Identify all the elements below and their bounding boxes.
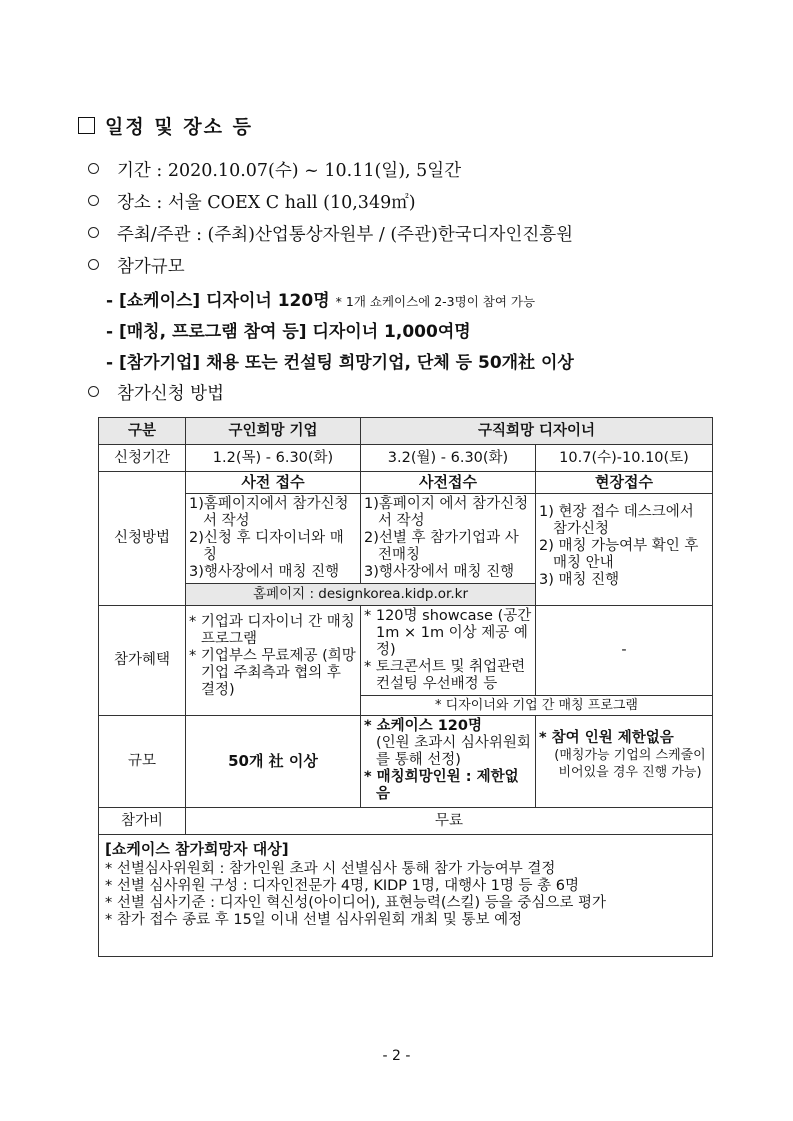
benefit-designer-onsite: - [536,606,713,696]
circle-bullet-icon [88,227,99,238]
row-label-period: 신청기간 [99,445,186,472]
scale-item-matching: - [매칭, 프로그램 참여 등] 디자이너 1,000여명 [106,322,471,342]
list-item-desc: (인원 초과시 심사위원회를 통해 선정) [376,735,531,768]
list-item: 2)신청 후 디자이너와 매칭 [189,530,344,563]
list-item-desc: (매칭가능 기업의 스케줄이 비어있을 경우 진행 가능) [554,748,706,780]
table-row-benefit [99,606,713,696]
list-item: 1)홈페이지에서 참가신청서 작성 [189,496,349,529]
table-row-period [99,445,713,472]
notes-title: [쇼케이스 참가희망자 대상] [105,840,289,858]
benefit-company [186,606,361,716]
row-label-fee: 참가비 [99,808,186,835]
row-label-benefit: 참가혜택 [99,606,186,716]
size-company: 50개 社 이상 [186,716,361,808]
circle-bullet-icon [88,195,99,206]
header-designer: 구직희망 디자이너 [361,418,713,445]
table-header-row [99,418,713,445]
bullet-period: 기간 : 2020.10.07(수) ~ 10.11(일), 5일간 [88,157,461,182]
list-item: * 쇼케이스 120명 [364,718,482,734]
table-row-method [99,472,713,584]
circle-bullet-icon [88,259,99,270]
scale-item-showcase: - [쇼케이스] 디자이너 120명 * 1개 쇼케이스에 2-3명이 참여 가능 [106,291,536,311]
list-item: * 120명 showcase (공간 1m × 1m 이상 제공 예정) [364,608,532,658]
table-row-notes [99,835,713,957]
showcase-notes [99,835,713,957]
header-gubun: 구분 [99,418,186,445]
table-row-fee [99,808,713,835]
method-company-title: 사전 접수 [186,472,360,494]
page-number: - 2 - [382,1048,411,1064]
period-company: 1.2(목) - 6.30(화) [186,445,361,472]
method-pre-title: 사전접수 [361,472,535,494]
size-designer-onsite [536,716,713,808]
list-item: 1)홈페이지 에서 참가신청서 작성 [364,496,529,529]
list-item: 1) 현장 접수 데스크에서 참가신청 [539,504,694,537]
circle-bullet-icon [88,386,99,397]
row-label-size: 규모 [99,716,186,808]
list-item: * 참가 접수 종료 후 15일 이내 선별 심사위원회 개최 및 통보 예정 [105,912,523,928]
bullet-scale: 참가규모 [88,253,185,278]
row-label-method: 신청방법 [99,472,186,606]
method-company [186,472,361,584]
homepage-url: 홈페이지 : designkorea.kidp.or.kr [186,584,536,606]
method-designer-pre [361,472,536,584]
header-company: 구인희망 기업 [186,418,361,445]
bullet-apply: 참가신청 방법 [88,380,224,405]
list-item: * 선별 심사기준 : 디자인 혁신성(아이디어), 표현능력(스킬) 등을 중심으로 평가 [105,895,607,911]
list-item: * 매칭희망인원 : 제한없음 [364,769,519,802]
period-designer-onsite: 10.7(수)-10.10(토) [536,445,713,472]
benefit-designer-pre [361,606,536,696]
list-item: 3)행사장에서 매칭 진행 [364,564,515,580]
section-heading: 일정 및 장소 등 [78,112,253,139]
list-item: 3)행사장에서 매칭 진행 [189,564,340,580]
bullet-host: 주최/주관 : (주최)산업통상자원부 / (주관)한국디자인진흥원 [88,221,573,246]
table-row-size [99,716,713,808]
checkbox-square-icon [78,117,95,134]
bullet-venue: 장소 : 서울 COEX C hall (10,349㎡) [88,189,416,214]
list-item: * 선별심사위원회 : 참가인원 초과 시 선별심사 통해 참가 가능여부 결정 [105,861,556,877]
period-designer-pre: 3.2(월) - 6.30(화) [361,445,536,472]
circle-bullet-icon [88,163,99,174]
benefit-common: * 디자이너와 기업 간 매칭 프로그램 [361,696,713,716]
list-item: 2)선별 후 참가기업과 사전매칭 [364,530,519,563]
list-item: 2) 매칭 가능여부 확인 후 매칭 안내 [539,538,699,571]
participation-table [98,417,713,957]
method-designer-onsite [536,472,713,606]
fee-value: 무료 [186,808,713,835]
list-item: 3) 매칭 진행 [539,572,620,588]
list-item: * 참여 인원 제한없음 [539,730,674,746]
list-item: * 기업과 디자이너 간 매칭 프로그램 [189,614,355,647]
scale-item-companies: - [참가기업] 채용 또는 컨설팅 희망기업, 단체 등 50개社 이상 [106,353,574,373]
list-item: * 선별 심사위원 구성 : 디자인전문가 4명, KIDP 1명, 대행사 1명 등 총 6명 [105,878,580,894]
list-item: * 기업부스 무료제공 (희망기업 주최측과 협의 후 결정) [189,648,356,698]
method-onsite-title: 현장접수 [536,472,712,494]
list-item: * 토크콘서트 및 취업관련 컨설팅 우선배정 등 [364,659,526,692]
size-designer-pre [361,716,536,808]
